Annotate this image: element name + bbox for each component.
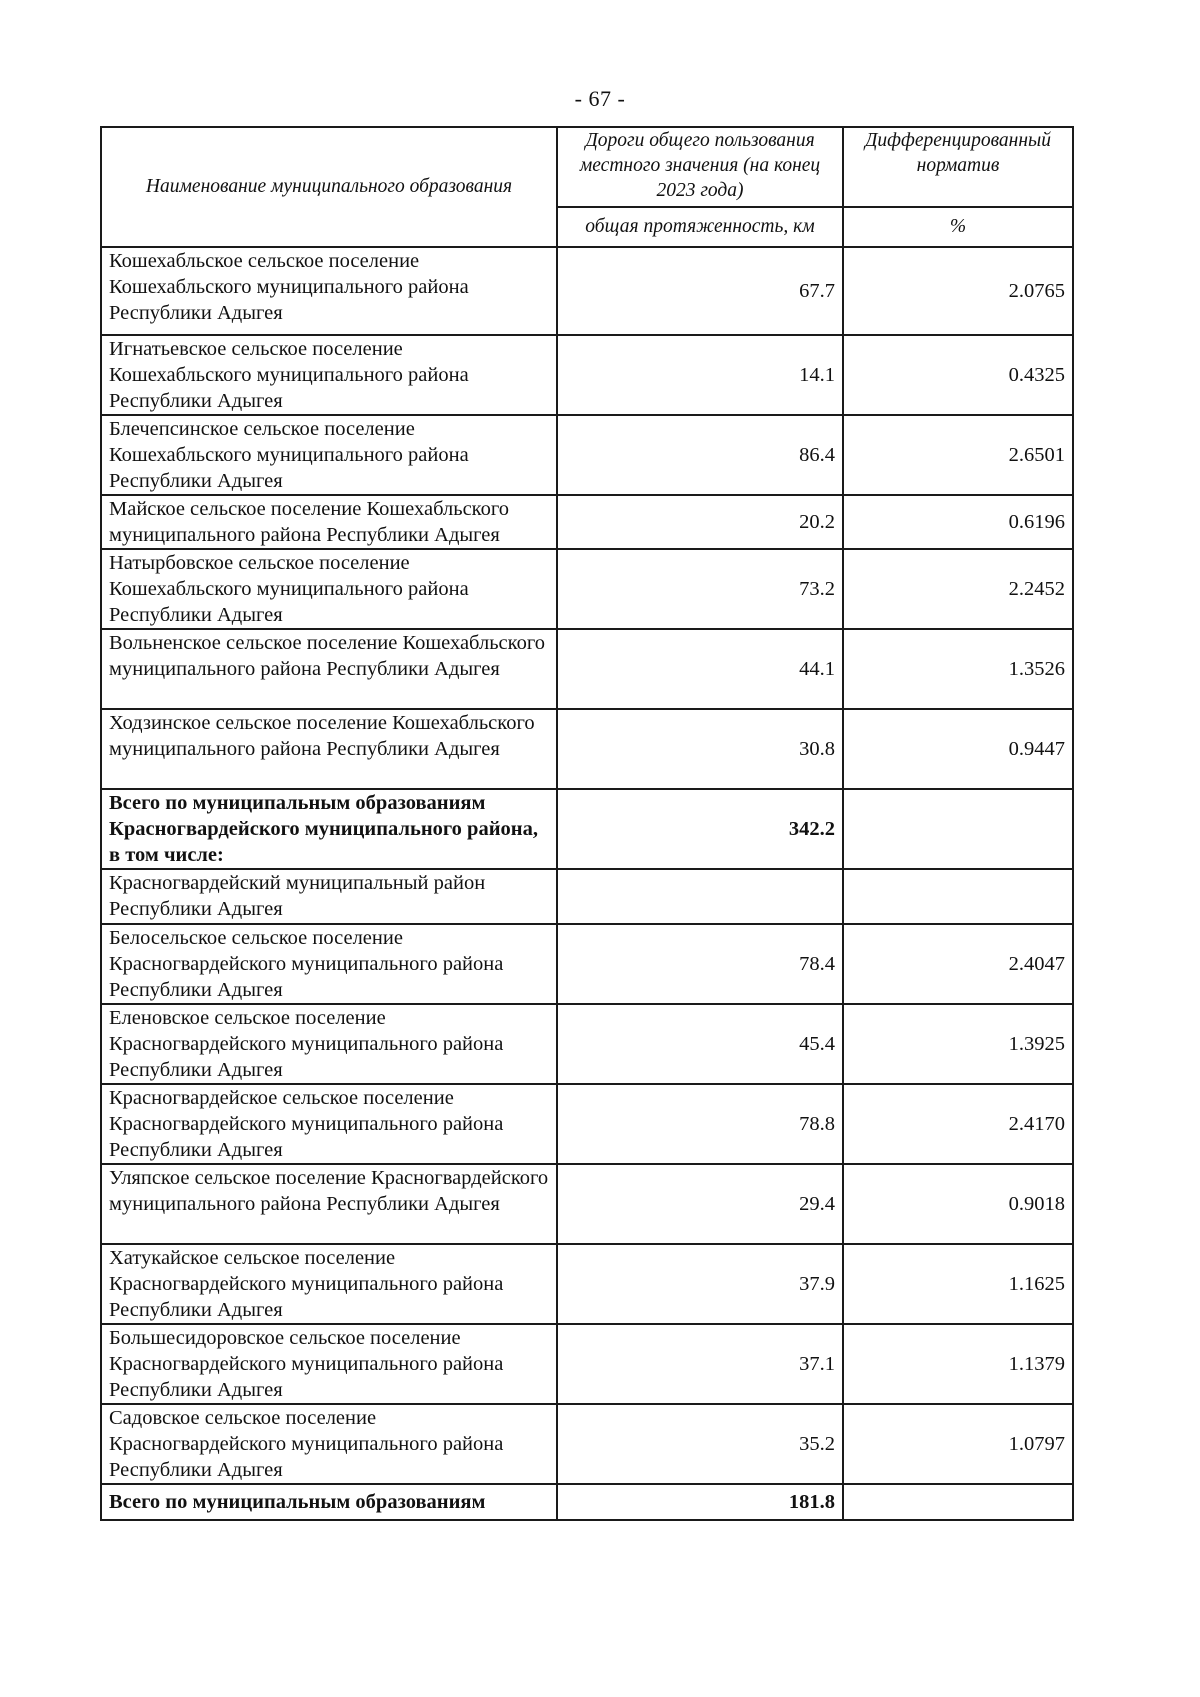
municipality-name-cell: Еленовское сельское поселение Красногвардейского муниципального района Республики Адыгея xyxy=(101,1004,557,1084)
road-length-cell: 78.8 xyxy=(557,1084,843,1164)
table-row xyxy=(101,335,1073,415)
municipality-name-cell: Всего по муниципальным образованиям Красногвардейского муниципального района, в том числе: xyxy=(101,789,557,869)
road-length-cell: 67.7 xyxy=(557,247,843,335)
municipality-name-cell: Майское сельское поселение Кошехабльского муниципального района Республики Адыгея xyxy=(101,495,557,549)
roads-normative-table xyxy=(100,126,1074,1521)
road-length-cell: 78.4 xyxy=(557,924,843,1004)
municipality-name-cell: Белосельское сельское поселение Красногвардейского муниципального района Республики Адыгея xyxy=(101,924,557,1004)
municipality-name-cell: Вольненское сельское поселение Кошехабльского муниципального района Республики Адыгея xyxy=(101,629,557,709)
normative-percent-cell xyxy=(843,869,1073,924)
normative-percent-cell: 1.3526 xyxy=(843,629,1073,709)
header-roads: Дороги общего пользования местного значения (на конец 2023 года) xyxy=(557,127,843,207)
municipality-name-cell: Натырбовское сельское поселение Кошехабльского муниципального района Республики Адыгея xyxy=(101,549,557,629)
road-length-cell: 86.4 xyxy=(557,415,843,495)
road-length-cell: 30.8 xyxy=(557,709,843,789)
municipality-name-cell: Всего по муниципальным образованиям xyxy=(101,1484,557,1520)
road-length-cell: 37.9 xyxy=(557,1244,843,1324)
normative-percent-cell: 0.6196 xyxy=(843,495,1073,549)
road-length-cell: 29.4 xyxy=(557,1164,843,1244)
table-row xyxy=(101,869,1073,924)
road-length-cell: 14.1 xyxy=(557,335,843,415)
municipality-name-cell: Игнатьевское сельское поселение Кошехабльского муниципального района Республики Адыгея xyxy=(101,335,557,415)
municipality-name-cell: Красногвардейское сельское поселение Красногвардейского муниципального района Республики Адыгея xyxy=(101,1084,557,1164)
table-row xyxy=(101,247,1073,335)
road-length-cell: 35.2 xyxy=(557,1404,843,1484)
municipality-name-cell: Красногвардейский муниципальный район Республики Адыгея xyxy=(101,869,557,924)
road-length-cell: 45.4 xyxy=(557,1004,843,1084)
table-row xyxy=(101,629,1073,709)
municipality-name-cell: Уляпское сельское поселение Красногвардейского муниципального района Республики Адыгея xyxy=(101,1164,557,1244)
normative-percent-cell: 1.3925 xyxy=(843,1004,1073,1084)
road-length-cell: 37.1 xyxy=(557,1324,843,1404)
table-row xyxy=(101,1244,1073,1324)
municipality-name-cell: Хатукайское сельское поселение Красногвардейского муниципального района Республики Адыгея xyxy=(101,1244,557,1324)
road-length-cell: 181.8 xyxy=(557,1484,843,1520)
road-length-cell: 44.1 xyxy=(557,629,843,709)
municipality-name-cell: Кошехабльское сельское поселение Кошехабльского муниципального района Республики Адыгея xyxy=(101,247,557,335)
table-row xyxy=(101,1084,1073,1164)
table-total-row xyxy=(101,789,1073,869)
table-row xyxy=(101,549,1073,629)
table-header-row xyxy=(101,127,1073,207)
normative-percent-cell xyxy=(843,789,1073,869)
normative-percent-cell: 1.1625 xyxy=(843,1244,1073,1324)
table-row xyxy=(101,924,1073,1004)
normative-percent-cell: 1.0797 xyxy=(843,1404,1073,1484)
normative-percent-cell: 0.9447 xyxy=(843,709,1073,789)
normative-percent-cell: 0.4325 xyxy=(843,335,1073,415)
table-row xyxy=(101,415,1073,495)
municipality-name-cell: Садовское сельское поселение Красногвардейского муниципального района Республики Адыгея xyxy=(101,1404,557,1484)
header-diff: Дифференцированный норматив xyxy=(843,127,1073,207)
table-row xyxy=(101,1324,1073,1404)
header-name: Наименование муниципального образования xyxy=(101,127,557,247)
table-row xyxy=(101,1404,1073,1484)
page-number: - 67 - xyxy=(574,86,626,111)
municipality-name-cell: Большесидоровское сельское поселение Красногвардейского муниципального района Республики Адыгея xyxy=(101,1324,557,1404)
table-row xyxy=(101,1164,1073,1244)
normative-percent-cell: 2.4047 xyxy=(843,924,1073,1004)
header-length-unit: общая протяженность, км xyxy=(557,207,843,247)
table-row xyxy=(101,709,1073,789)
normative-percent-cell: 1.1379 xyxy=(843,1324,1073,1404)
normative-percent-cell: 0.9018 xyxy=(843,1164,1073,1244)
table-body xyxy=(101,247,1073,1520)
normative-percent-cell: 2.2452 xyxy=(843,549,1073,629)
normative-percent-cell: 2.0765 xyxy=(843,247,1073,335)
table-row xyxy=(101,495,1073,549)
municipality-name-cell: Ходзинское сельское поселение Кошехабльского муниципального района Республики Адыгея xyxy=(101,709,557,789)
road-length-cell: 73.2 xyxy=(557,549,843,629)
road-length-cell: 20.2 xyxy=(557,495,843,549)
normative-percent-cell: 2.6501 xyxy=(843,415,1073,495)
road-length-cell: 342.2 xyxy=(557,789,843,869)
table-total-row xyxy=(101,1484,1073,1520)
road-length-cell xyxy=(557,869,843,924)
normative-percent-cell xyxy=(843,1484,1073,1520)
normative-percent-cell: 2.4170 xyxy=(843,1084,1073,1164)
table-row xyxy=(101,1004,1073,1084)
header-pct-unit: % xyxy=(843,207,1073,247)
municipality-name-cell: Блечепсинское сельское поселение Кошехабльского муниципального района Республики Адыгея xyxy=(101,415,557,495)
